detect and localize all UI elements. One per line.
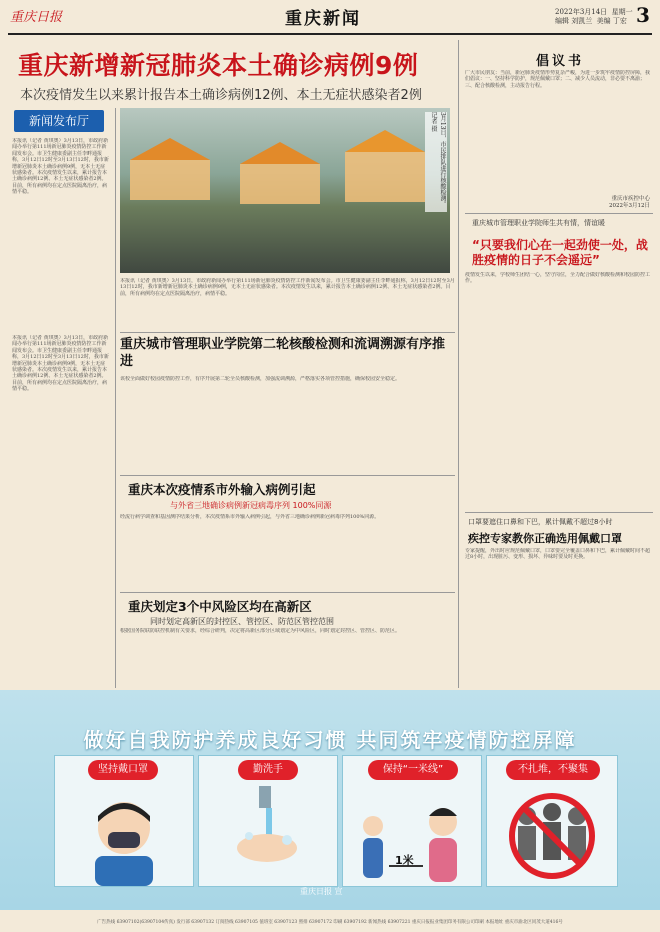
card-label-handwash: 勤洗手 <box>238 760 298 780</box>
tent-icon <box>240 142 320 164</box>
article4-subtitle: 同时划定高新区的封控区、管控区、防范区管控范围 <box>150 617 334 626</box>
card-label-no-gathering: 不扎堆，不聚集 <box>506 760 600 780</box>
tent-icon <box>345 130 425 152</box>
quote-headline: “只要我们心在一起劲使一处，战胜疫情的日子不会遥远” <box>472 238 648 267</box>
quote-body: 疫情发生以来，学校师生团结一心，坚守岗位，全力配合做好核酸检测和校园防控工作。 <box>465 272 651 285</box>
article2-body: 该校全面做好校园疫情防控工作，有序开展第二轮全员核酸检测，加强流调溯源，严格落实各项管控措施，确保校园安全稳定。 <box>120 376 401 382</box>
article-divider <box>120 475 455 476</box>
article4-title: 重庆划定3个中风险区均在高新区 <box>128 599 312 614</box>
lead-subhead: 本次疫情发生以来累计报告本土确诊病例12例、本土无症状感染者2例 <box>20 88 422 103</box>
photo-caption: 3月13日，市民排队进行核酸检测。记者 摄 <box>425 112 447 212</box>
card-label-distance: 保持“一米线” <box>368 760 458 780</box>
page-number: 3 <box>636 3 650 27</box>
article-divider <box>120 332 455 333</box>
banner-credit: 重庆日报 宣 <box>300 887 343 896</box>
article5-body: 专家提醒，外出时应规范佩戴口罩，口罩要完全覆盖口鼻和下巴，累计佩戴时间不超过8小时，出现脏污、变形、损坏、异味时要及时更换。 <box>465 548 651 561</box>
column-divider <box>115 108 116 688</box>
banner-title: 做好自我防护养成良好习惯 共同筑牢疫情防控屏障 <box>83 728 577 752</box>
article5-title: 疾控专家教你正确选用佩戴口罩 <box>468 532 622 545</box>
sidebar-divider-line <box>465 512 653 513</box>
tent-icon <box>130 138 210 160</box>
lead-body-column-2: 本报讯（记者 黄琪奥）3月13日，市政府新闻办举行第111场新冠肺炎疫情防控工作新闻发布会。市卫生健康委副主任李畔通报称，3月12日12时至3月13日12时，我市新增新冠肺炎本土确诊病例9例，无本土无症状感染者。本次疫情发生以来，累计报告本土确诊病例12例、本土无症状感染者2例。目前，所有病例均在定点医院隔离治疗，病情平稳。 <box>12 335 109 393</box>
sidebar-title: 倡议书 <box>535 54 584 69</box>
tent-body <box>130 160 210 200</box>
article3-title: 重庆本次疫情系市外输入病例引起 <box>128 482 316 497</box>
lead-body-continued: 本报讯（记者 黄琪奥）3月13日，市政府新闻办举行第111场新冠肺炎疫情防控工作新闻发布会。市卫生健康委副主任李畔通报称，3月12日12时至3月13日12时，我市新增新冠肺炎本土确诊病例9例，无本土无症状感染者。本次疫情发生以来，累计报告本土确诊病例12例、本土无症状感染者2例。目前，所有病例均在定点医院隔离治疗，病情平稳。 <box>120 278 455 297</box>
article3-subtitle: 与外省三地确诊病例新冠病毒序列 100%同源 <box>170 501 332 510</box>
article3-body: 经流行病学调查和基因测序结果分析，本次疫情系市外输入病例引起，与外省三地确诊病例新冠病毒序列100%同源。 <box>120 514 380 520</box>
article-divider <box>120 592 455 593</box>
newspaper-logo: 重庆日报 <box>10 10 63 25</box>
distance-label: 1米 <box>395 854 414 867</box>
article4-body: 根据国务院联防联控机制有关要求，经综合研判，决定将高新区部分区域划定为中风险区，同时划定封控区、管控区、防范区。 <box>120 628 401 634</box>
testing-site-photo <box>120 108 450 273</box>
masthead-rule <box>8 33 652 35</box>
sidebar-signature: 重庆市疾控中心 2022年3月12日 <box>609 196 650 209</box>
quote-header: 重庆城市管理职业学院师生共有情，情谊暖 <box>472 219 605 227</box>
dateline: 2022年3月14日 星期一 编辑 刘凯兰 美编 丁宏 <box>555 8 633 25</box>
article5-kicker: 口罩要遮住口鼻和下巴，累计佩戴不超过8小时 <box>468 518 613 526</box>
tent-body <box>345 152 425 202</box>
sidebar-body: 广大市民朋友：当前，新冠肺炎疫情形势复杂严峻，为进一步筑牢疫情防控屏障，我们倡议：一、坚持科学防护，规范佩戴口罩；二、减少人员流动，非必要不离渝；三、配合核酸检测，主动报告行程。 <box>465 70 651 89</box>
press-conference-badge: 新闻发布厅 <box>14 110 104 132</box>
article2-title: 重庆城市管理职业学院第二轮核酸检测和流调溯源有序推进 <box>120 337 446 369</box>
sidebar-divider-line <box>465 213 653 214</box>
lead-body-column-1: 本报讯（记者 黄琪奥）3月13日，市政府新闻办举行第111场新冠肺炎疫情防控工作新闻发布会。市卫生健康委副主任李畔通报称，3月12日12时至3月13日12时，我市新增新冠肺炎本土确诊病例9例，无本土无症状感染者。本次疫情发生以来，累计报告本土确诊病例12例、本土无症状感染者2例。目前，所有病例均在定点医院隔离治疗，病情平稳。 <box>12 138 109 196</box>
sidebar-divider <box>458 40 459 688</box>
card-label-mask: 坚持戴口罩 <box>88 760 158 780</box>
tent-body <box>240 164 320 204</box>
footer-contacts: 广告热线 63907102(63907104传真) 发行部 63907132 订阅热线 63907105 值班室 63907123 照排 63907172 印刷 63907192 新闻热线 63907221 重庆日报报业集团印务有限公司印刷 本报地址 重庆市渝北区同茂大道416号 <box>0 913 660 932</box>
lead-headline: 重庆新增新冠肺炎本土确诊病例9例 <box>18 51 419 80</box>
section-title: 重庆新闻 <box>285 9 361 29</box>
